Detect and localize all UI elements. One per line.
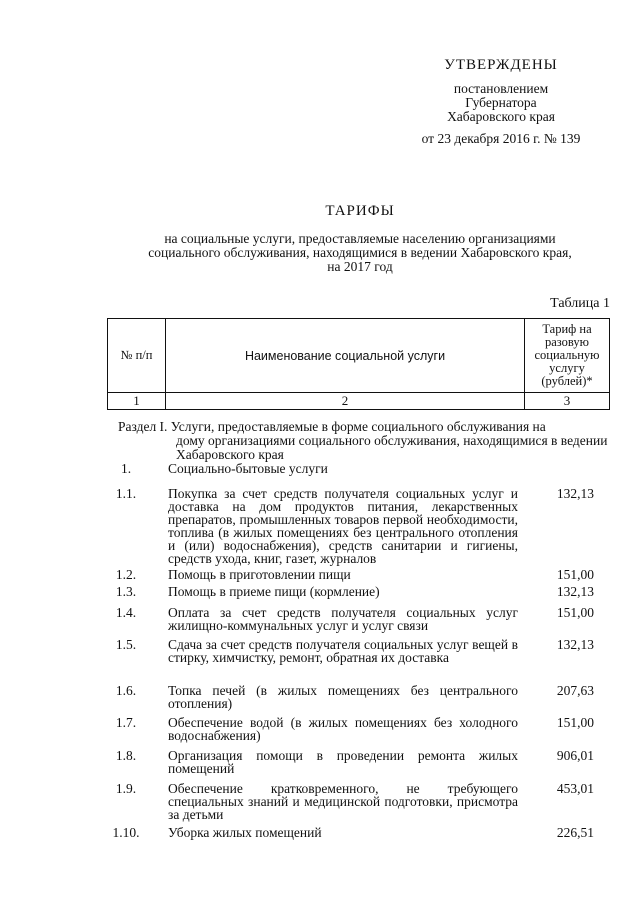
row-service-name: Организация помощи в проведении ремонта жилых помещений (168, 748, 518, 776)
row-number: 1.3. (115, 584, 137, 599)
row-tariff-value: 453,01 (556, 781, 594, 796)
document-title: ТАРИФЫ (325, 203, 395, 219)
row-tariff-value: 151,00 (556, 715, 594, 730)
row-service-name: Топка печей (в жилых помещениях без центрального отопления) (168, 683, 518, 711)
document-title-block (100, 203, 620, 274)
row-service-name: Обеспечение водой (в жилых помещениях без холодного водоснабжения) (168, 715, 518, 743)
row-tariff-value: 906,01 (556, 748, 594, 763)
row-tariff-value: 207,63 (556, 683, 594, 698)
row-service-name: Помощь в приеме пищи (кормление) (168, 584, 380, 599)
row-service-name: Оплата за счет средств получателя социальных услуг жилищно-коммунальных услуг и услуг связи (168, 605, 518, 633)
table-row (0, 826, 640, 839)
table-label: Таблица 1 (550, 296, 610, 311)
table-row (0, 716, 640, 742)
column-header-service: Наименование социальной услуги (166, 319, 525, 393)
row-tariff-value: 132,13 (556, 486, 594, 501)
document-subtitle-line: на 2017 год (327, 259, 393, 274)
document-subtitle-line: на социальные услуги, предоставляемые населению организациями (164, 231, 556, 246)
row-service-name: Обеспечение кратковременного, не требующего специальных знаний и медицинской подготовки, присмотра за детьми (168, 781, 518, 822)
row-tariff-value: 151,00 (556, 567, 594, 582)
row-tariff-value: 151,00 (556, 605, 594, 620)
section-heading-line: Раздел I. Услуги, предоставляемые в форме социального обслуживания на (118, 419, 546, 434)
document-subtitle-line: социального обслуживания, находящимися в ведении Хабаровского края, (148, 245, 572, 260)
row-number: 1.4. (115, 605, 137, 620)
table-row (0, 585, 640, 598)
table-row (0, 462, 640, 475)
column-number-label: 3 (525, 393, 610, 410)
approval-heading: УТВЕРЖДЕНЫ (444, 57, 558, 73)
row-number: 1.9. (115, 781, 137, 796)
row-number: 1.7. (115, 715, 137, 730)
column-number-label: 2 (166, 393, 525, 410)
row-tariff-value: 226,51 (556, 825, 594, 840)
row-tariff-value: 132,13 (556, 584, 594, 599)
row-service-name: Помощь в приготовлении пищи (168, 567, 351, 582)
approval-line: постановлением (453, 81, 549, 96)
approval-stamp (396, 58, 606, 146)
table-row (0, 684, 640, 710)
table-row (0, 638, 640, 664)
approval-line: Хабаровского края (447, 109, 555, 124)
column-header-number: № п/п (108, 319, 166, 393)
table-row (0, 782, 640, 821)
row-number: 1.6. (115, 683, 137, 698)
table-row (0, 749, 640, 775)
row-number: 1.8. (115, 748, 137, 763)
row-tariff-value: 132,13 (556, 637, 594, 652)
section-heading-continuation: дому организациями социального обслуживания, находящимися в ведении Хабаровского края (176, 433, 608, 462)
row-number: 1.10. (112, 825, 140, 840)
row-service-name: Сдача за счет средств получателя социальных услуг вещей в стирку, химчистку, ремонт, обратная их доставка (168, 637, 518, 665)
row-service-name: Покупка за счет средств получателя социальных услуг и доставка на дом продуктов питания, лекарственных препаратов, промышленных товаров первой необходимости, топлива (в жилых помещениях без центрального отопления и (или) водоснабжения), средств санитарии и гигиены, средств ухода, книг, газет, журналов (168, 486, 518, 566)
section-heading (118, 420, 612, 462)
table-row (0, 606, 640, 632)
approval-date: от 23 декабря 2016 г. № 139 (421, 131, 581, 146)
approval-line: Губернатора (465, 95, 537, 110)
column-header-tariff: Тариф на разовую социальную услугу (рублей)* (525, 319, 610, 393)
row-number: 1.5. (115, 637, 137, 652)
row-service-name: Уборка жилых помещений (168, 825, 322, 840)
row-number: 1.2. (115, 567, 137, 582)
table-row (0, 568, 640, 581)
row-service-name: Социально-бытовые услуги (168, 461, 328, 476)
column-number-label: 1 (108, 393, 166, 410)
row-number: 1. (120, 461, 132, 476)
row-number: 1.1. (115, 486, 137, 501)
table-row (0, 487, 640, 565)
table-header (107, 318, 610, 410)
